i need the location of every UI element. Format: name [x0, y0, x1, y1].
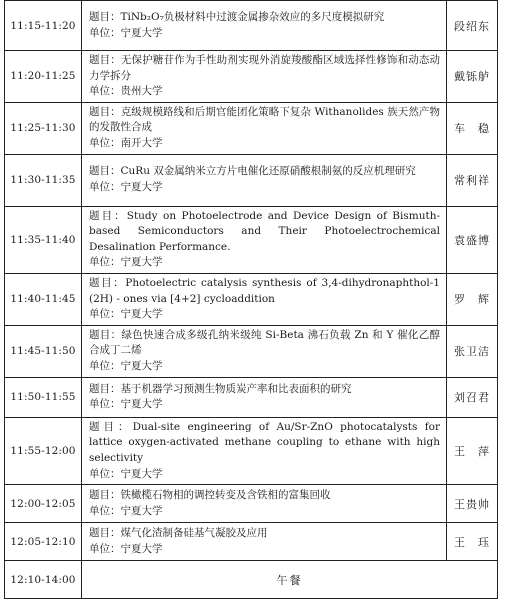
- talk-unit: 宁夏大学: [120, 256, 163, 269]
- schedule-row: [5, 273, 498, 325]
- schedule-row: [5, 523, 498, 561]
- speaker-name: 王 珏: [447, 523, 498, 561]
- time-slot: 11:55-12:00: [5, 417, 82, 484]
- talk-info: [82, 485, 447, 523]
- unit-prefix: 单位：: [89, 136, 121, 149]
- talk-title-line: [89, 382, 440, 398]
- schedule-table: [4, 0, 498, 599]
- talk-info: [82, 273, 447, 325]
- talk-title-line: [89, 164, 440, 180]
- talk-info: [82, 523, 447, 561]
- lunch-time: 12:10-14:00: [5, 561, 82, 599]
- talk-title-line: [89, 526, 440, 542]
- talk-info: [82, 51, 447, 103]
- unit-prefix: 单位：: [89, 542, 121, 555]
- unit-prefix: 单位：: [89, 504, 121, 517]
- title-prefix: 题目：: [89, 489, 121, 501]
- time-slot: 11:20-11:25: [5, 51, 82, 103]
- unit-prefix: 单位：: [89, 360, 121, 373]
- title-prefix: 题目：: [89, 527, 121, 539]
- title-prefix: 题目：: [89, 10, 121, 23]
- talk-title: TiNb₂O₇负极材料中过渡金属掺杂效应的多尺度模拟研究: [120, 10, 385, 23]
- speaker-name: 袁盛博: [447, 206, 498, 273]
- talk-info: [82, 377, 447, 417]
- talk-info: [82, 154, 447, 206]
- talk-info: [82, 1, 447, 51]
- speaker-name: 罗 辉: [447, 273, 498, 325]
- schedule-row: [5, 377, 498, 417]
- talk-unit-line: [89, 467, 440, 483]
- lunch-row: [5, 561, 498, 599]
- talk-unit: 宁夏大学: [120, 467, 163, 480]
- talk-title: 克级规模路线和后期官能团化策略下复杂 Withanolides 族天然产物的发散性合成: [89, 105, 441, 134]
- speaker-name: 张卫洁: [447, 325, 498, 377]
- talk-title-line: [89, 10, 440, 26]
- schedule-row: [5, 51, 498, 103]
- talk-title: 煤气化渣制备硅基气凝胶及应用: [120, 527, 268, 539]
- talk-unit-line: [89, 26, 440, 42]
- talk-unit: 宁夏大学: [120, 504, 163, 517]
- talk-unit-line: [89, 359, 440, 375]
- schedule-row: [5, 154, 498, 206]
- talk-title: 无保护糖苷作为手性助剂实现外消旋羧酸酯区域选择性修饰和动态动力学拆分: [89, 54, 440, 82]
- speaker-name: 车 稳: [447, 102, 498, 154]
- unit-prefix: 单位：: [89, 256, 121, 269]
- time-slot: 11:40-11:45: [5, 273, 82, 325]
- time-slot: 11:25-11:30: [5, 102, 82, 154]
- unit-prefix: 单位：: [89, 181, 121, 194]
- unit-prefix: 单位：: [89, 26, 121, 39]
- schedule-row: [5, 206, 498, 273]
- talk-title-line: [89, 488, 440, 504]
- title-prefix: 题目：: [89, 209, 127, 222]
- talk-unit-line: [89, 542, 440, 558]
- talk-title-line: [89, 53, 440, 84]
- time-slot: 12:05-12:10: [5, 523, 82, 561]
- talk-info: [82, 102, 447, 154]
- talk-unit: 宁夏大学: [120, 26, 163, 39]
- title-prefix: 题目：: [89, 54, 121, 66]
- speaker-name: 常利祥: [447, 154, 498, 206]
- speaker-name: 戴铄舻: [447, 51, 498, 103]
- talk-info: [82, 325, 447, 377]
- title-prefix: 题目：: [89, 328, 122, 341]
- unit-prefix: 单位：: [89, 308, 121, 321]
- talk-info: [82, 417, 447, 484]
- title-prefix: 题目：: [89, 105, 121, 118]
- schedule-row: [5, 325, 498, 377]
- lunch-label: 午餐: [82, 561, 498, 599]
- talk-unit-line: [89, 255, 440, 271]
- talk-unit-line: [89, 307, 440, 323]
- talk-unit: 南开大学: [120, 136, 163, 149]
- title-prefix: 题目：: [89, 276, 126, 289]
- talk-unit-line: [89, 136, 440, 152]
- time-slot: 12:00-12:05: [5, 485, 82, 523]
- time-slot: 11:15-11:20: [5, 1, 82, 51]
- title-prefix: 题目：: [89, 165, 121, 178]
- talk-title: Study on Photoelectrode and Device Design of Bismuth-based Semiconductors and Their Photoelectrochemical Desalination Performance.: [89, 209, 441, 253]
- talk-title: 基于机器学习预测生物质炭产率和比表面积的研究: [120, 382, 352, 395]
- speaker-name: 王贵帅: [447, 485, 498, 523]
- talk-title-line: [89, 105, 440, 136]
- speaker-name: 刘召君: [447, 377, 498, 417]
- schedule-row: [5, 485, 498, 523]
- schedule-row: [5, 417, 498, 484]
- unit-prefix: 单位：: [89, 85, 121, 98]
- talk-title: CuRu 双金属纳米立方片电催化还原硝酸根制氨的反应机理研究: [120, 165, 416, 178]
- talk-title-line: [89, 276, 440, 307]
- talk-unit-line: [89, 397, 440, 413]
- talk-title-line: [89, 420, 440, 467]
- title-prefix: 题目：: [89, 382, 121, 395]
- talk-title-line: [89, 209, 440, 256]
- title-prefix: 题目：: [89, 420, 133, 433]
- talk-info: [82, 206, 447, 273]
- talk-title-line: [89, 328, 440, 359]
- unit-prefix: 单位：: [89, 467, 121, 480]
- talk-title: 铁橄榄石物相的调控转变及含铁相的富集回收: [120, 489, 331, 501]
- talk-title: Photoelectric catalysis synthesis of 3,4-dihydronaphthol-1 (2H) - ones via [4+2] cycloaddition: [89, 276, 440, 305]
- talk-unit: 宁夏大学: [120, 360, 163, 373]
- schedule-row: [5, 1, 498, 51]
- time-slot: 11:45-11:50: [5, 325, 82, 377]
- speaker-name: 王 萍: [447, 417, 498, 484]
- talk-unit-line: [89, 84, 440, 100]
- talk-unit: 宁夏大学: [120, 308, 163, 321]
- talk-unit-line: [89, 180, 440, 196]
- talk-title: Dual-site engineering of Au/Sr-ZnO photocatalysts for lattice oxygen-activated methane coupling to ethane with high selectivity: [89, 420, 441, 464]
- talk-unit: 宁夏大学: [120, 398, 163, 411]
- talk-title: 绿色快速合成多级孔纳米级纯 Si-Beta 沸石负载 Zn 和 Y 催化乙醇合成丁二烯: [89, 328, 441, 357]
- talk-unit-line: [89, 504, 440, 520]
- talk-unit: 宁夏大学: [120, 542, 163, 555]
- speaker-name: 段绍东: [447, 1, 498, 51]
- talk-unit: 贵州大学: [120, 85, 163, 98]
- time-slot: 11:35-11:40: [5, 206, 82, 273]
- schedule-row: [5, 102, 498, 154]
- unit-prefix: 单位：: [89, 398, 121, 411]
- talk-unit: 宁夏大学: [120, 181, 163, 194]
- time-slot: 11:50-11:55: [5, 377, 82, 417]
- time-slot: 11:30-11:35: [5, 154, 82, 206]
